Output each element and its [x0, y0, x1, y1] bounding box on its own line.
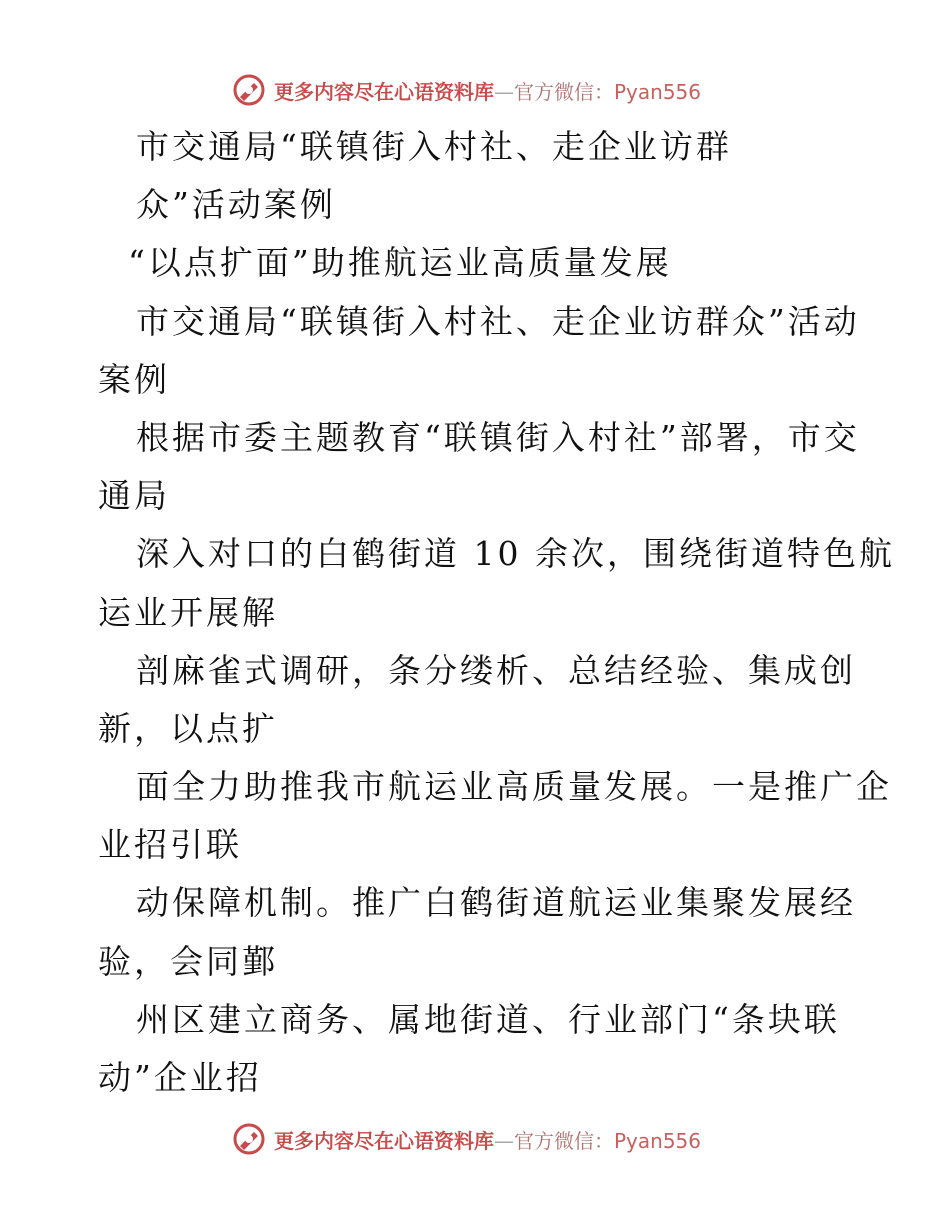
- pen-circle-logo-icon: [232, 1122, 266, 1156]
- paragraph-line: 面全力助推我市航运业高质量发展。一是推广企: [136, 767, 892, 807]
- watermark-header: [232, 70, 701, 110]
- watermark-wechat-label: 官方微信：: [514, 1128, 614, 1153]
- title-line-1: 市交通局“联镇街入村社、走企业访群: [136, 127, 732, 166]
- paragraph-line: 业招引联: [98, 825, 242, 865]
- watermark-account: Pyan556: [614, 79, 702, 104]
- title-line-2: 众”活动案例: [136, 185, 336, 225]
- paragraph-line: 市交通局“联镇街入村社、走企业访群众”活动: [136, 301, 860, 341]
- watermark-site-name: 更多内容尽在心语资料库: [274, 1128, 494, 1153]
- paragraph-line: 剖麻雀式调研，条分缕析、总结经验、集成创: [136, 650, 856, 690]
- watermark-account: Pyan556: [614, 1128, 702, 1153]
- paragraph-line: 动”企业招: [98, 1058, 262, 1097]
- paragraph-line: 州区建立商务、属地街道、行业部门“条块联: [136, 999, 840, 1039]
- paragraph-line: 根据市委主题教育“联镇街入村社”部署，市交: [136, 417, 860, 457]
- watermark-wechat-label: 官方微信：: [514, 79, 614, 104]
- paragraph-line: 案例: [98, 359, 170, 399]
- watermark-text: [274, 76, 701, 105]
- paragraph-line: 运业开展解: [98, 592, 278, 632]
- paragraph-line: 深入对口的白鹤街道 10 余次，围绕街道特色航: [136, 534, 895, 574]
- pen-circle-logo-icon: [232, 73, 266, 107]
- watermark-dash: —: [494, 1128, 514, 1153]
- paragraph-line: 动保障机制。推广白鹤街道航运业集聚发展经: [136, 883, 856, 923]
- watermark-dash: —: [494, 79, 514, 104]
- paragraph-line: 验，会同鄞: [98, 941, 278, 981]
- subtitle-line: “以点扩面”助推航运业高质量发展: [128, 243, 672, 283]
- paragraph-line: 通局: [98, 476, 170, 516]
- watermark-footer: [232, 1119, 701, 1159]
- paragraph-line: 新，以点扩: [98, 708, 278, 748]
- watermark-site-name: 更多内容尽在心语资料库: [274, 79, 494, 104]
- watermark-text: [274, 1125, 701, 1154]
- document-body: [98, 118, 895, 1107]
